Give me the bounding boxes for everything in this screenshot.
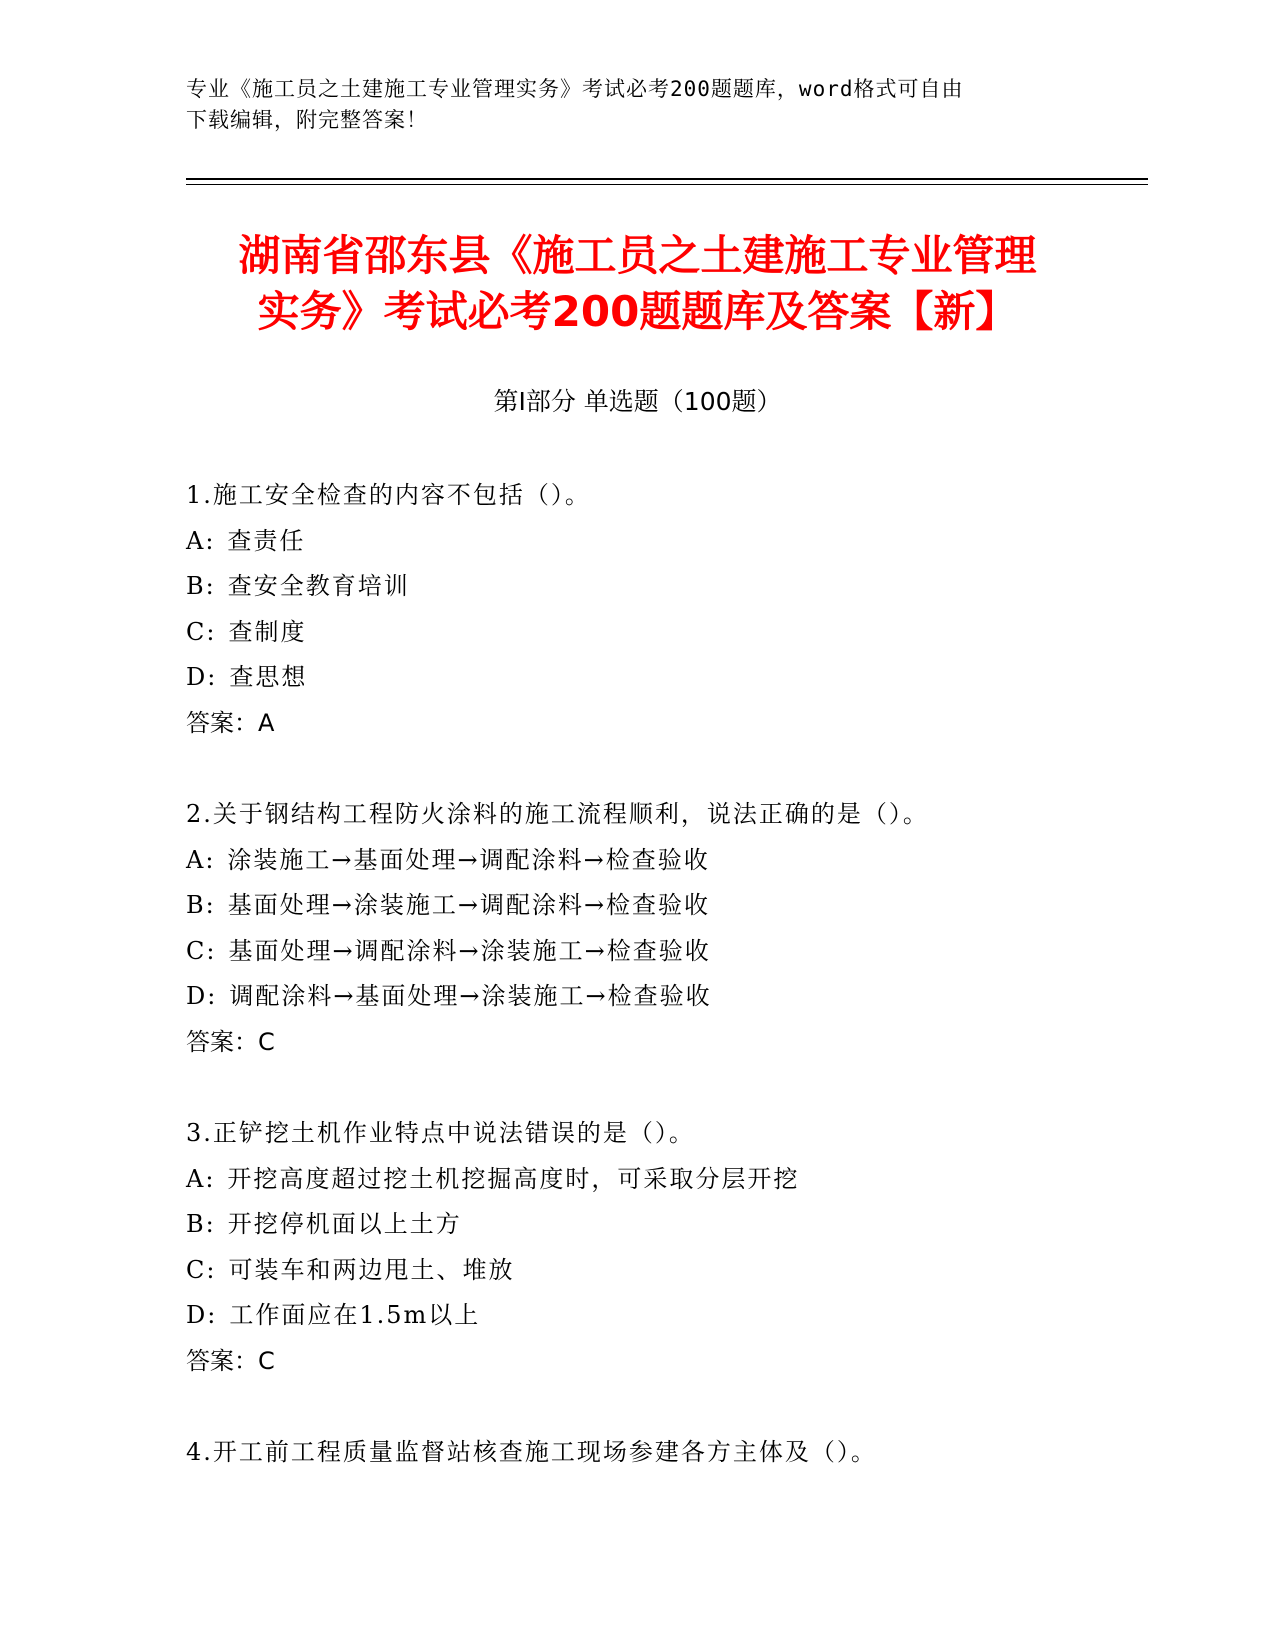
option-letter: D: <box>186 982 218 1010</box>
option-letter: D: <box>186 1301 218 1329</box>
option-a <box>186 1157 1146 1203</box>
option-d <box>186 1293 1146 1339</box>
header-note-line-1: 专业《施工员之土建施工专业管理实务》考试必考200题题库，word格式可自由 <box>186 77 964 101</box>
header-note-line-2: 下载编辑，附完整答案！ <box>186 108 428 132</box>
question-stem: 3.正铲挖土机作业特点中说法错误的是（）。 <box>186 1119 695 1147</box>
question-4 <box>186 1430 1146 1476</box>
option-letter: D: <box>186 663 218 691</box>
header-note <box>186 74 1086 136</box>
option-text: 调配涂料→基面处理→涂装施工→检查验收 <box>229 982 712 1010</box>
option-text: 查安全教育培训 <box>227 572 410 600</box>
document-title-line-1: 湖南省邵东县《施工员之土建施工专业管理 <box>238 231 1037 280</box>
option-letter: B: <box>186 1210 216 1238</box>
option-letter: A: <box>186 845 216 874</box>
option-a <box>186 519 1146 565</box>
question-stem: 1.施工安全检查的内容不包括（）。 <box>186 481 591 509</box>
header-divider-thin <box>186 184 1148 185</box>
option-c <box>186 1248 1146 1294</box>
option-b <box>186 564 1146 610</box>
option-a <box>186 838 1146 884</box>
question-stem: 4.开工前工程质量监督站核查施工现场参建各方主体及（）。 <box>186 1438 877 1466</box>
option-letter: C: <box>186 936 217 965</box>
option-text: 可装车和两边甩土、堆放 <box>228 1255 515 1284</box>
section-heading: 第Ⅰ部分 单选题（100题） <box>493 387 782 416</box>
option-letter: A: <box>186 1164 216 1193</box>
option-c <box>186 610 1146 656</box>
question-2 <box>186 792 1146 1065</box>
question-1 <box>186 473 1146 746</box>
answer-line: 答案：C <box>186 1027 275 1056</box>
option-letter: B: <box>186 572 216 600</box>
option-text: 查思想 <box>229 663 308 691</box>
question-stem: 2.关于钢结构工程防火涂料的施工流程顺利，说法正确的是（）。 <box>186 800 929 828</box>
document-title <box>160 228 1115 340</box>
answer-line: 答案：C <box>186 1346 275 1375</box>
option-text: 查责任 <box>227 526 306 555</box>
option-b <box>186 1202 1146 1248</box>
option-text: 开挖高度超过挖土机挖掘高度时，可采取分层开挖 <box>227 1164 800 1193</box>
question-list <box>186 473 1146 1522</box>
document-title-line-2: 实务》考试必考200题题库及答案【新】 <box>257 287 1018 336</box>
answer-line: 答案：A <box>186 708 275 737</box>
option-letter: A: <box>186 526 216 555</box>
option-text: 开挖停机面以上土方 <box>227 1210 462 1238</box>
option-d <box>186 655 1146 701</box>
option-b <box>186 883 1146 929</box>
option-text: 查制度 <box>228 617 307 646</box>
option-c <box>186 929 1146 975</box>
option-text: 涂装施工→基面处理→调配涂料→检查验收 <box>227 845 710 874</box>
header-divider-thick <box>186 178 1148 180</box>
option-text: 基面处理→调配涂料→涂装施工→检查验收 <box>228 936 711 965</box>
option-text: 工作面应在1.5m以上 <box>229 1301 481 1329</box>
option-letter: C: <box>186 617 217 646</box>
option-letter: C: <box>186 1255 217 1284</box>
option-letter: B: <box>186 891 216 919</box>
option-d <box>186 974 1146 1020</box>
option-text: 基面处理→涂装施工→调配涂料→检查验收 <box>227 891 711 919</box>
question-3 <box>186 1111 1146 1384</box>
